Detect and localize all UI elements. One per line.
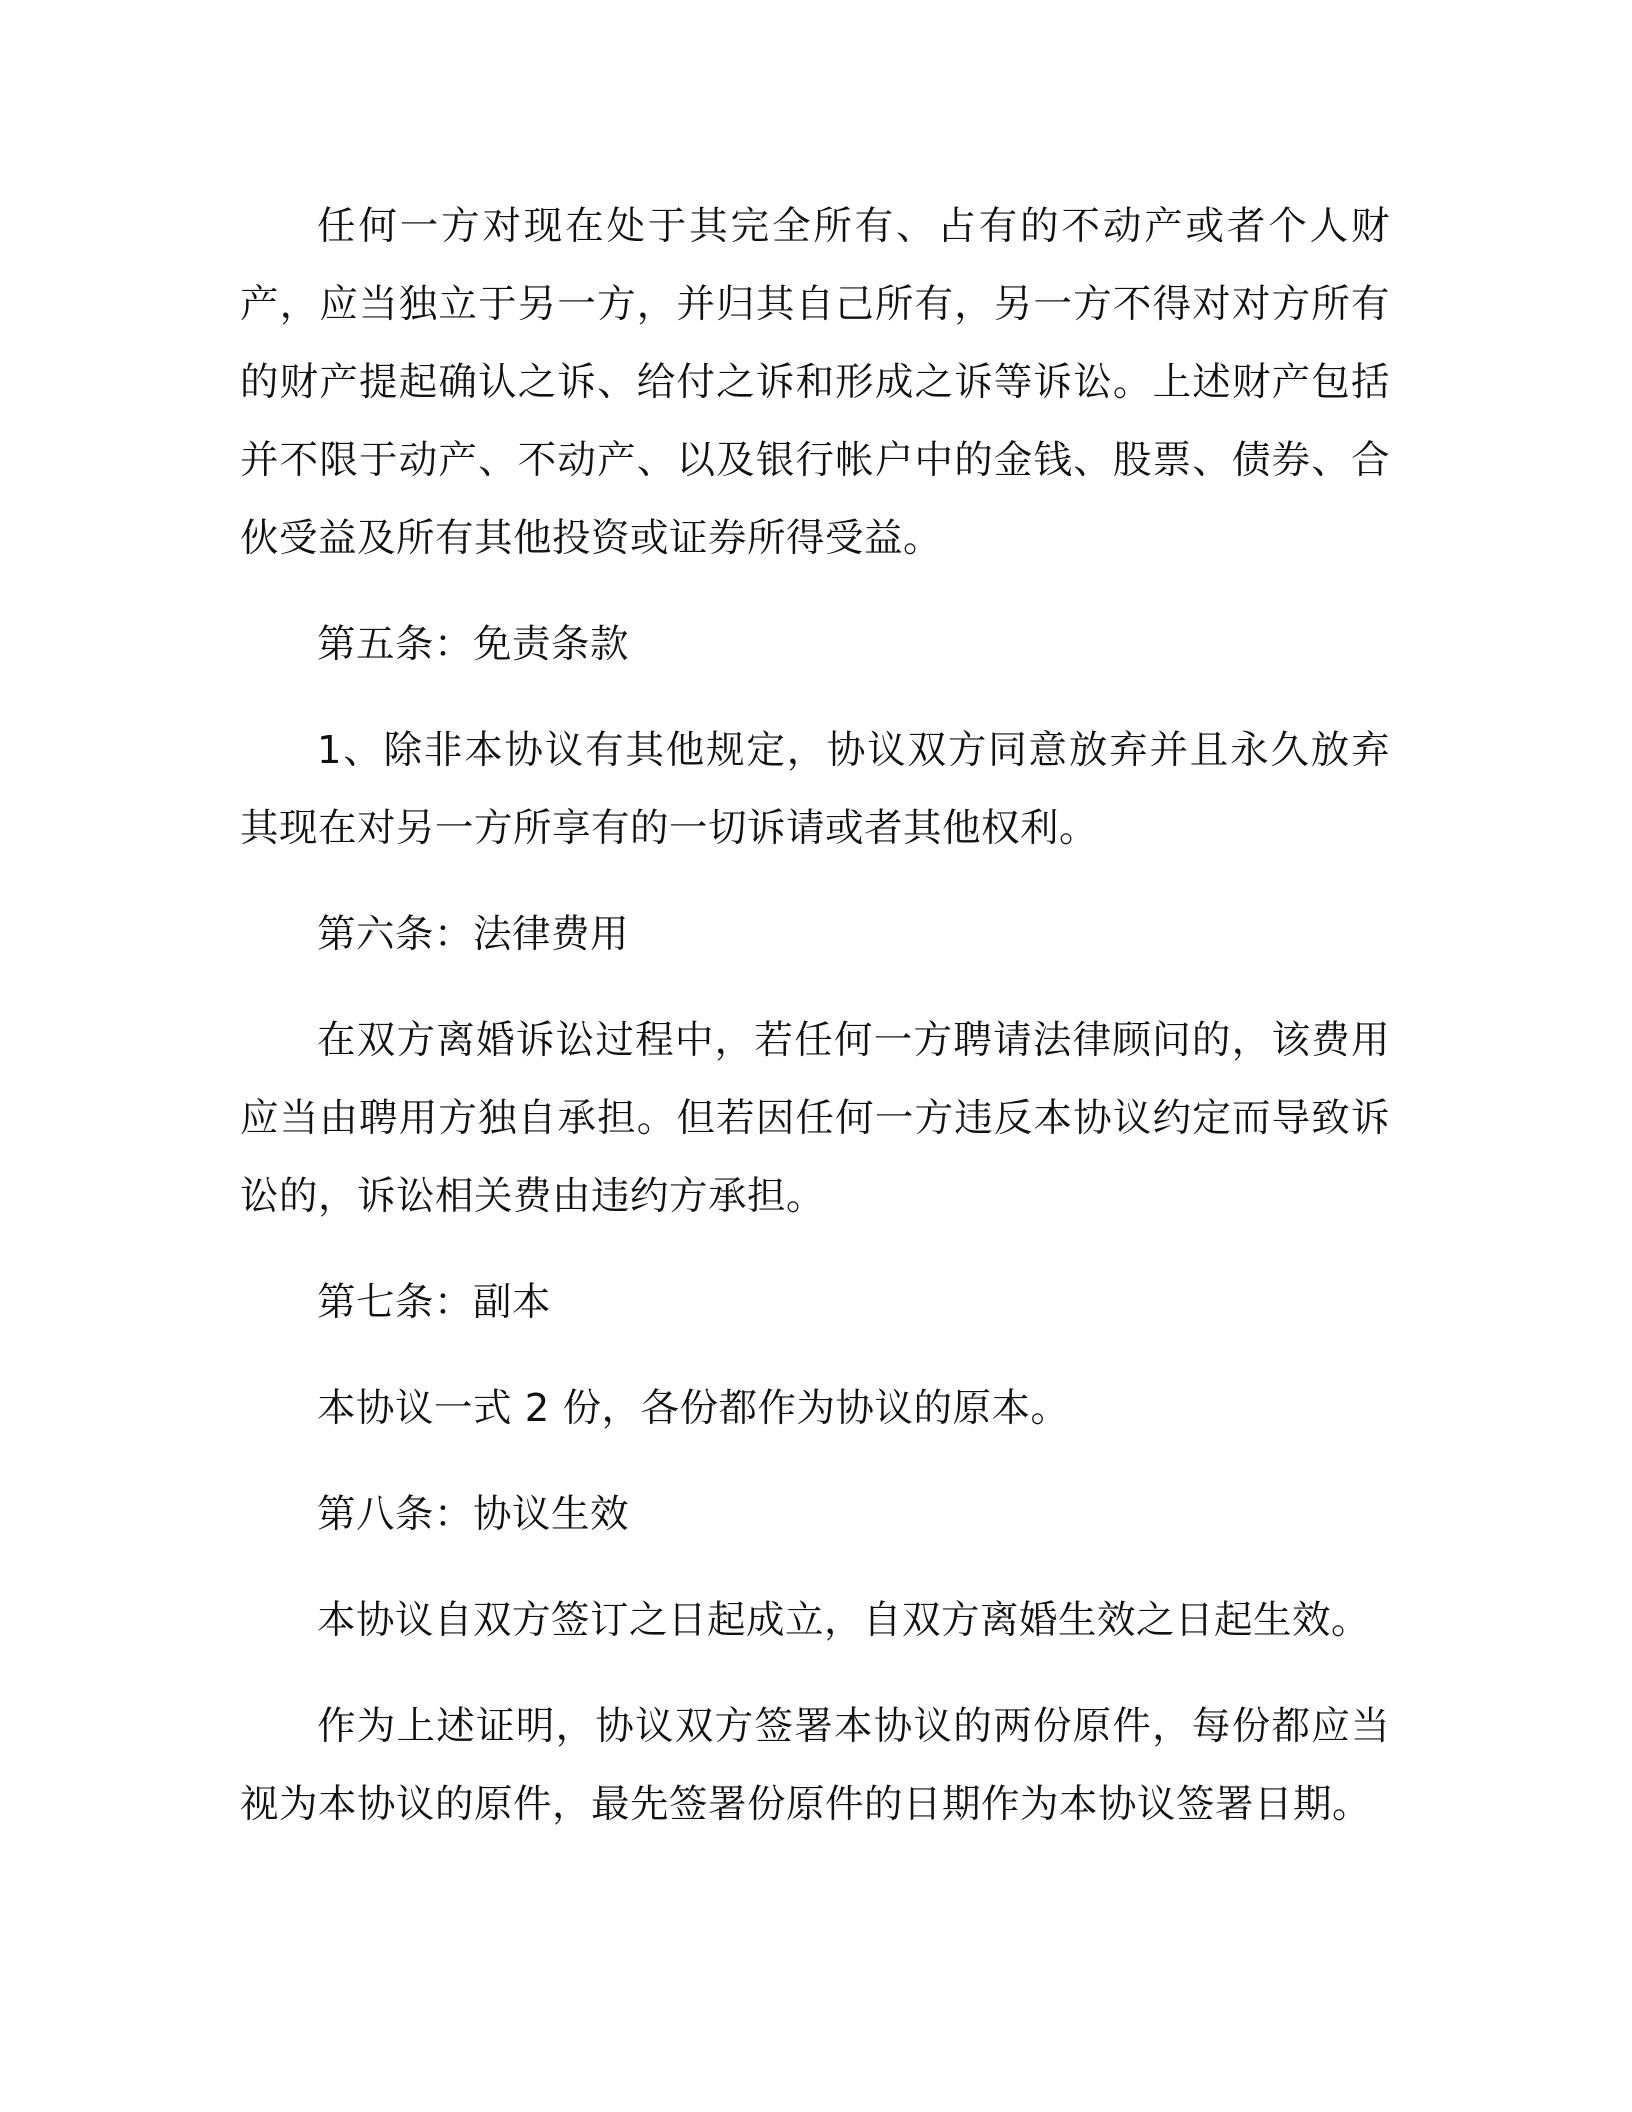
heading-article-5: 第五条：免责条款 [317,622,630,667]
heading-article-8: 第八条：协议生效 [317,1492,630,1537]
paragraph-article-6: 在双方离婚诉讼过程中，若任何一方聘请法律顾问的，该费用应当由聘用方独自承担。但若因任何一方违反本协议约定而导致诉讼的，诉讼相关费由违约方承担。 [240,1018,1390,1219]
paragraph-article-5: 1、除非本协议有其他规定，协议双方同意放弃并且永久放弃其现在对另一方所享有的一切诉请或者其他权利。 [240,728,1390,851]
document-page [240,188,1390,1844]
paragraph-property: 任何一方对现在处于其完全所有、占有的不动产或者个人财产，应当独立于另一方，并归其自己所有，另一方不得对对方所有的财产提起确认之诉、给付之诉和形成之诉等诉讼。上述财产包括并不限于动产、不动产、以及银行帐户中的金钱、股票、债券、合伙受益及所有其他投资或证券所得受益。 [240,204,1390,561]
heading-article-6: 第六条：法律费用 [317,912,630,957]
paragraph-article-7: 本协议一式 2 份，各份都作为协议的原本。 [317,1386,1070,1431]
paragraph-witness: 作为上述证明，协议双方签署本协议的两份原件，每份都应当视为本协议的原件，最先签署份原件的日期作为本协议签署日期。 [240,1704,1390,1827]
paragraph-article-8: 本协议自双方签订之日起成立，自双方离婚生效之日起生效。 [317,1598,1371,1643]
heading-article-7: 第七条：副本 [317,1280,552,1325]
